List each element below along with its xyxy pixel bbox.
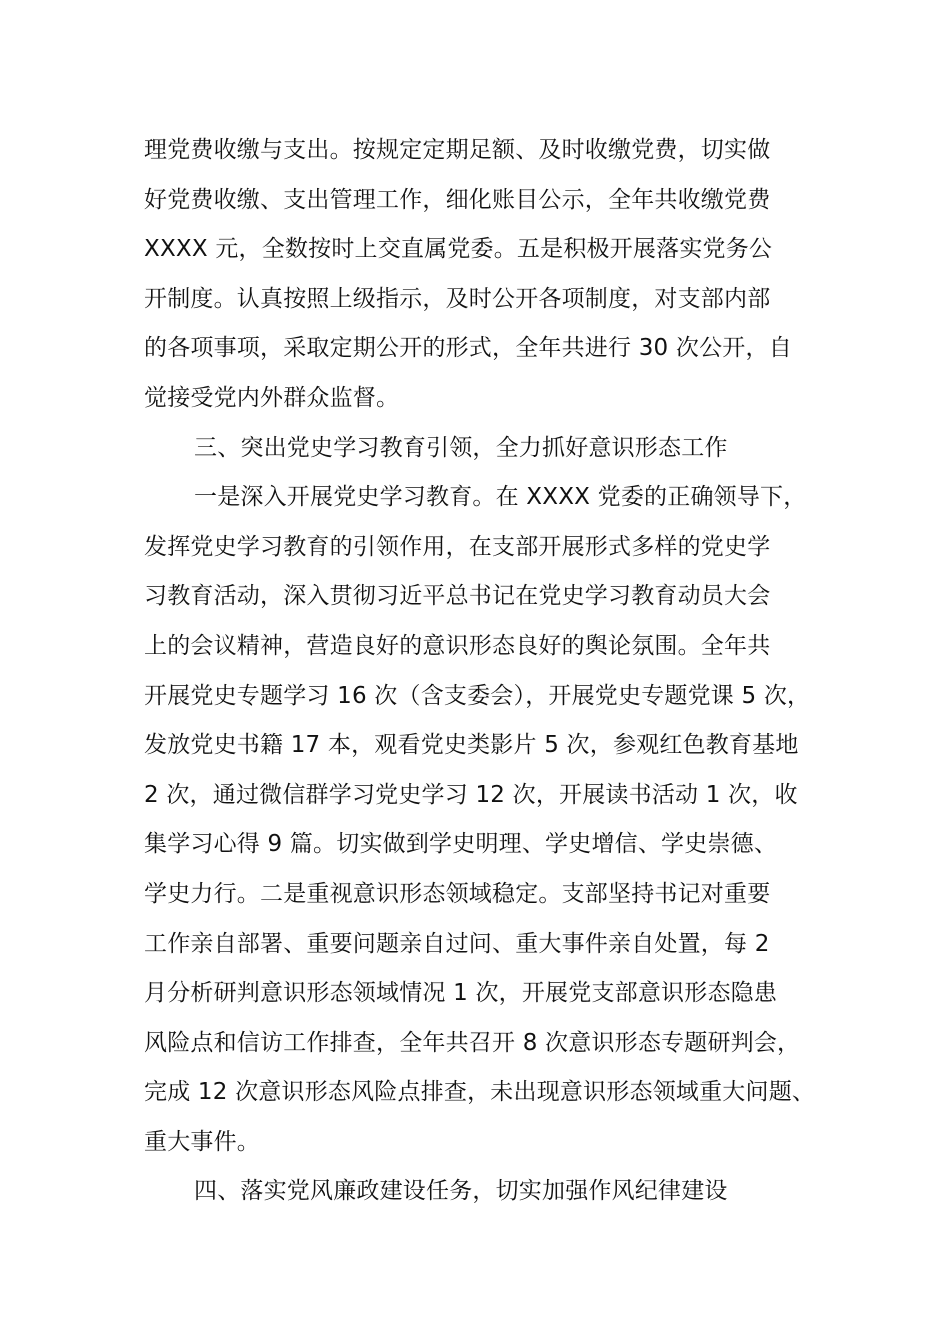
text-line: 月分析研判意识形态领域情况 1 次，开展党支部意识形态隐患 (144, 980, 778, 1007)
text-line: 觉接受党内外群众监督。 (144, 384, 400, 411)
text-line: 重大事件。 (144, 1128, 260, 1155)
document-body (144, 126, 824, 1217)
text-line: XXXX 元，全数按时上交直属党委。五是积极开展落实党务公 (144, 236, 773, 263)
text-line: 工作亲自部署、重要问题亲自过问、重大事件亲自处置，每 2 (144, 930, 770, 957)
text-line: 2 次，通过微信群学习党史学习 12 次，开展读书活动 1 次，收 (144, 781, 798, 808)
text-line: 上的会议精神，营造良好的意识形态良好的舆论氛围。全年共 (144, 632, 771, 659)
text-line: 理党费收缴与支出。按规定定期足额、及时收缴党费，切实做 (144, 137, 771, 163)
section-heading-4: 四、落实党风廉政建设任务，切实加强作风纪律建设 (194, 1178, 728, 1205)
paragraph-party-dues (144, 126, 824, 424)
text-line: 开展党史专题学习 16 次（含支委会），开展党史专题党课 5 次， (144, 682, 811, 709)
text-line: 发放党史书籍 17 本，观看党史类影片 5 次，参观红色教育基地 (144, 732, 799, 759)
text-line: 开制度。认真按照上级指示，及时公开各项制度，对支部内部 (144, 285, 771, 312)
text-line: 一是深入开展党史学习教育。在 XXXX 党委的正确领导下， (194, 484, 807, 511)
text-line: 完成 12 次意识形态风险点排查，未出现意识形态领域重大问题、 (144, 1079, 816, 1106)
text-line: 集学习心得 9 篇。切实做到学史明理、学史增信、学史崇德、 (144, 831, 778, 858)
text-line: 发挥党史学习教育的引领作用，在支部开展形式多样的党史学 (144, 533, 771, 560)
text-line: 好党费收缴、支出管理工作，细化账目公示，全年共收缴党费 (144, 186, 771, 213)
text-line: 的各项事项，采取定期公开的形式，全年共进行 30 次公开，自 (144, 335, 792, 362)
paragraph-party-history (144, 473, 824, 1167)
text-line: 习教育活动，深入贯彻习近平总书记在党史学习教育动员大会 (144, 583, 771, 610)
text-line: 风险点和信访工作排查，全年共召开 8 次意识形态专题研判会， (144, 1029, 801, 1056)
text-line: 学史力行。二是重视意识形态领域稳定。支部坚持书记对重要 (144, 880, 771, 907)
section-heading-3: 三、突出党史学习教育引领，全力抓好意识形态工作 (194, 434, 728, 461)
